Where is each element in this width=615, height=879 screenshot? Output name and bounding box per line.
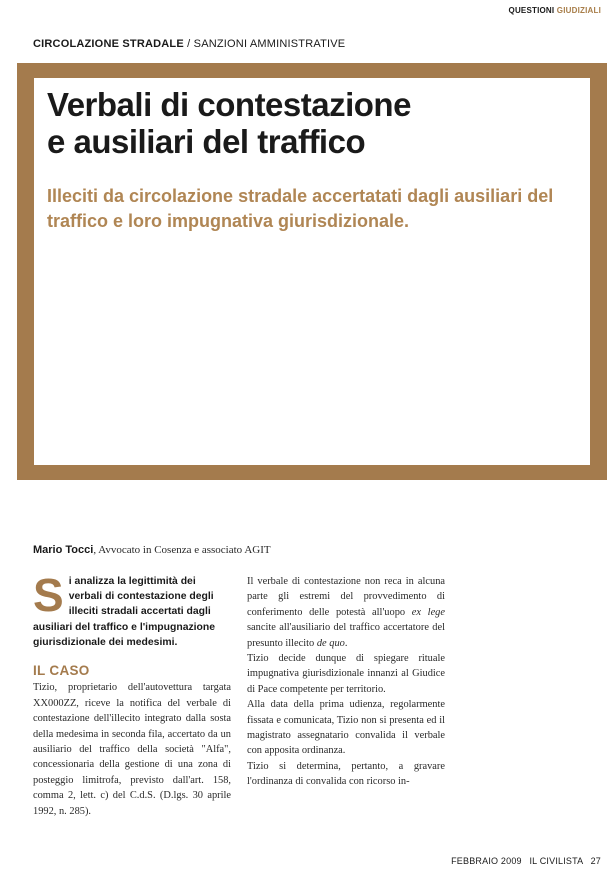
abstract-text: i analizza la legittimità dei verbali di contestazione degli illeciti stradali accertati dagli ausiliari del traffico e l'impugnazione giurisdizionale dei medesimi.	[33, 576, 216, 648]
body-text: Il verbale di contestazione non reca in alcuna parte gli estremi del provvedimento di conferimento delle potestà all'uopo	[247, 576, 445, 618]
section-label-word1: QUESTIONI	[508, 6, 555, 15]
author-name: Mario Tocci	[33, 544, 94, 556]
footer-date: FEBBRAIO 2009	[451, 856, 522, 866]
category-separator: /	[183, 38, 194, 50]
footer-magazine: IL CIVILISTA	[529, 856, 583, 866]
body-paragraph: Tizio decide dunque di spiegare rituale impugnativa giurisdizionale innanzi al Giudice di Pace competente per territorio.	[247, 653, 445, 695]
page-number: 27	[590, 856, 601, 866]
article-subtitle: Illeciti da circolazione stradale accertatati dagli ausiliari del traffico e loro impugnativa giurisdizionale.	[47, 186, 554, 231]
body-paragraph: Alla data della prima udienza, regolarmente fissata e comunicata, Tizio non si presenta ed il magistrato assegnatario convalida il verbale con apposita ordinanza.	[247, 699, 445, 757]
body-paragraph: Tizio, proprietario dell'autovettura targata XX000ZZ, riceve la notifica del verbale di contestazione dell'illecito integrato dalla sosta della medesima in seconda fila, accertato da un ausiliario del traffico della società "Alfa", concessionaria della gestione di una zona di posteggio limitrofa, previsto dall'art. 158, comma 2, lett. c) del C.d.S. (D.lgs. 30 aprile 1992, n. 285).	[33, 682, 231, 817]
author-role: , Avvocato in Cosenza e associato AGIT	[93, 544, 271, 556]
title-line-1: Verbali di contestazione	[47, 86, 411, 123]
body-paragraph	[247, 574, 445, 651]
article-title	[47, 86, 567, 160]
category-main: CIRCOLAZIONE STRADALE	[33, 38, 184, 50]
author-line	[33, 544, 271, 556]
drop-cap: S	[33, 569, 64, 621]
column-left	[33, 569, 231, 819]
section-label-word2: GIUDIZIALI	[556, 6, 601, 15]
category-sub: SANZIONI AMMINISTRATIVE	[193, 38, 346, 50]
body-text: sancite all'ausiliario del traffico accertatore del presunto illecito	[247, 622, 445, 649]
abstract	[33, 569, 231, 650]
body-text: .	[344, 637, 348, 649]
title-line-2: e ausiliari del traffico	[47, 123, 366, 160]
body-paragraph: Tizio si determina, pertanto, a gravare l'ordinanza di convalida con ricorso in-	[247, 760, 445, 788]
section-label	[509, 6, 601, 15]
body-italic: ex lege	[411, 606, 445, 618]
page-footer	[446, 856, 601, 866]
column-right	[247, 574, 445, 790]
section-heading: IL CASO	[33, 663, 90, 679]
category-line	[33, 38, 345, 50]
body-italic: de quo	[316, 637, 345, 649]
